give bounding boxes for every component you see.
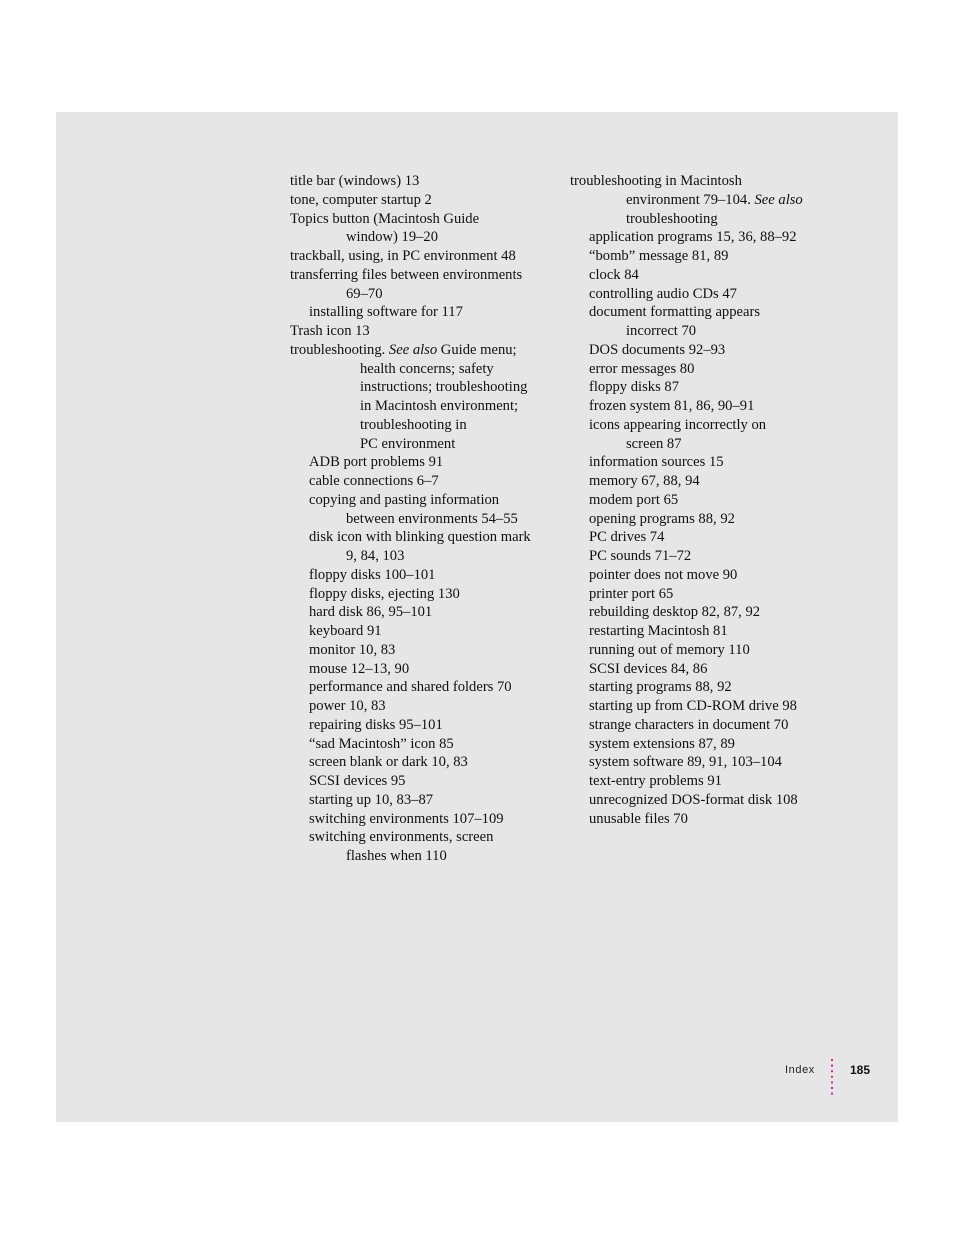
index-entry: installing software for 117 [309, 304, 463, 321]
index-entry: keyboard 91 [309, 623, 382, 639]
index-entry: screen 87 [626, 435, 682, 452]
index-entry: between environments 54–55 [346, 510, 518, 527]
index-entry: switching environments 107–109 [309, 810, 504, 827]
divider-dot [831, 1076, 833, 1078]
index-entry: modem port 65 [589, 491, 679, 508]
index-entry: unusable files 70 [589, 810, 688, 827]
index-entry: repairing disks 95–101 [309, 716, 443, 733]
index-entry: SCSI devices 95 [309, 773, 406, 789]
index-entry: trackball, using, in PC environment 48 [290, 248, 516, 264]
index-entry: system software 89, 91, 103–104 [589, 754, 782, 771]
index-entry: copying and pasting information [309, 491, 500, 508]
index-entry: restarting Macintosh 81 [589, 623, 728, 639]
index-entry: Trash icon 13 [290, 323, 370, 339]
index-entry: strange characters in document 70 [589, 716, 789, 733]
index-entry: pointer does not move 90 [589, 566, 738, 583]
see-also-reference: See also [754, 191, 803, 208]
index-entry: icons appearing incorrectly on [589, 416, 767, 433]
index-column-right [570, 172, 840, 828]
divider-dot [831, 1059, 833, 1061]
index-entry [570, 191, 840, 210]
index-entry: 69–70 [346, 285, 383, 302]
index-entry: document formatting appears [589, 304, 761, 321]
index-entry: in Macintosh environment; [360, 398, 519, 414]
index-entry: disk icon with blinking question mark [309, 529, 531, 546]
index-entry: hard disk 86, 95–101 [309, 604, 433, 621]
index-entry: starting up 10, 83–87 [309, 791, 434, 808]
index-entry: transferring files between environments [290, 266, 523, 283]
footer-dotted-divider-icon [830, 1058, 834, 1096]
index-entry: text-entry problems 91 [589, 773, 722, 789]
divider-dot [831, 1093, 833, 1095]
index-entry: application programs 15, 36, 88–92 [589, 229, 797, 246]
index-entry: memory 67, 88, 94 [589, 473, 700, 489]
index-entry: starting programs 88, 92 [589, 679, 732, 696]
index-entry: screen blank or dark 10, 83 [309, 754, 468, 771]
index-entry: ADB port problems 91 [309, 454, 444, 471]
index-entry: frozen system 81, 86, 90–91 [589, 398, 755, 414]
index-entry: PC drives 74 [589, 529, 665, 546]
index-entry: printer port 65 [589, 585, 674, 602]
index-entry: DOS documents 92–93 [589, 341, 726, 358]
index-column-left [290, 172, 560, 866]
index-entry: starting up from CD-ROM drive 98 [589, 698, 797, 714]
index-entry-text: environment 79–104. [626, 191, 755, 208]
index-entry: troubleshooting in [360, 416, 467, 433]
footer-section-label: Index [785, 1064, 815, 1076]
index-entry: cable connections 6–7 [309, 473, 439, 489]
see-also-reference: See also [388, 341, 438, 358]
index-entry: information sources 15 [589, 454, 724, 471]
index-entry: performance and shared folders 70 [309, 679, 512, 696]
divider-dot [831, 1070, 833, 1072]
index-entry: “bomb” message 81, 89 [589, 248, 729, 264]
index-entry: controlling audio CDs 47 [589, 285, 737, 302]
index-entry: troubleshooting [626, 210, 718, 227]
index-entry: 9, 84, 103 [346, 548, 405, 564]
index-entry: error messages 80 [589, 360, 695, 377]
index-entry: instructions; troubleshooting [360, 379, 528, 396]
index-entry: floppy disks 87 [589, 379, 679, 396]
index-entry: opening programs 88, 92 [589, 510, 735, 527]
index-entry: PC sounds 71–72 [589, 548, 692, 564]
index-entry: power 10, 83 [309, 698, 386, 714]
index-entry-text: troubleshooting. [290, 341, 389, 358]
index-entry [290, 341, 560, 360]
index-entry: tone, computer startup 2 [290, 191, 432, 208]
page-number: 185 [850, 1063, 871, 1077]
index-entry: PC environment [360, 435, 456, 452]
divider-dot [831, 1065, 833, 1067]
index-entry: incorrect 70 [626, 323, 697, 339]
index-entry: switching environments, screen [309, 829, 494, 846]
index-entry: unrecognized DOS-format disk 108 [589, 791, 798, 808]
index-entry: floppy disks, ejecting 130 [309, 585, 460, 602]
index-entry: running out of memory 110 [589, 641, 750, 658]
index-entry: title bar (windows) 13 [290, 173, 420, 189]
index-entry: troubleshooting in Macintosh [570, 173, 742, 189]
index-entry: SCSI devices 84, 86 [589, 660, 708, 677]
index-entry: Topics button (Macintosh Guide [290, 210, 480, 227]
index-entry: health concerns; safety [360, 360, 494, 377]
index-entry: clock 84 [589, 266, 639, 283]
index-entry: flashes when 110 [346, 848, 447, 864]
index-entry: floppy disks 100–101 [309, 566, 436, 583]
index-entry: “sad Macintosh” icon 85 [309, 735, 454, 752]
divider-dot [831, 1087, 833, 1089]
divider-dot [831, 1081, 833, 1083]
index-entry: monitor 10, 83 [309, 641, 396, 658]
index-entry: rebuilding desktop 82, 87, 92 [589, 604, 761, 621]
index-entry: mouse 12–13, 90 [309, 660, 410, 677]
index-entry: system extensions 87, 89 [589, 735, 735, 752]
index-entry-text: Guide menu; [437, 341, 517, 358]
index-entry: window) 19–20 [346, 229, 439, 246]
